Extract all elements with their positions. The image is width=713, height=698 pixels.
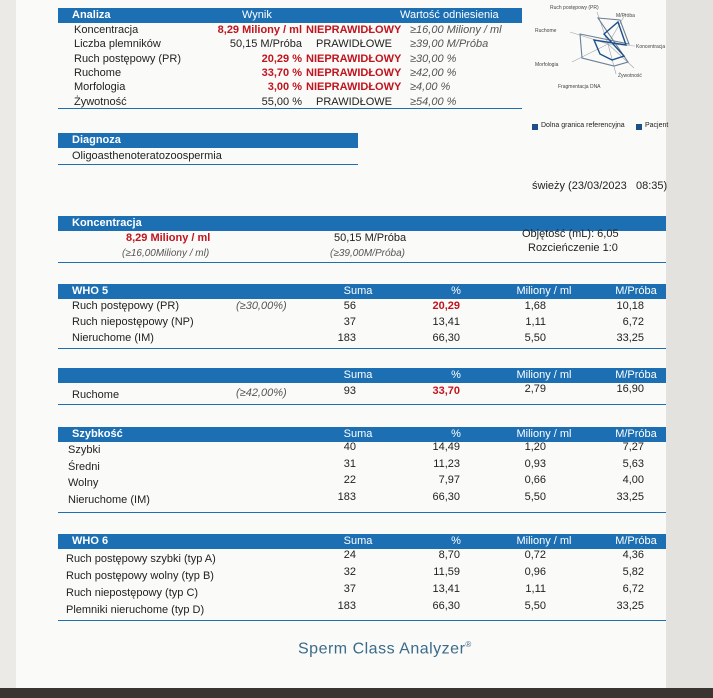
summary-row-reference: ≥30,00 % — [410, 52, 457, 65]
diagnosis-underline — [58, 164, 358, 165]
diagnosis-header — [58, 133, 358, 148]
summary-row-name: Koncentracja — [74, 24, 139, 36]
summary-row-status: PRAWIDŁOWE — [316, 95, 392, 108]
legend-patient-icon — [636, 124, 642, 130]
summary-row-result: 20,29 % — [261, 52, 302, 65]
summary-row-reference: ≥4,00 % — [410, 81, 451, 94]
radar-label-concentration: Koncentracja — [636, 44, 666, 50]
summary-row-name: Żywotność — [74, 95, 127, 108]
who6-header-col-3: M/Próba — [615, 535, 657, 547]
who5-row-name: Ruch niepostępowy (NP) — [72, 316, 194, 328]
brand-name: Sperm Class Analyzer® — [298, 640, 472, 658]
who6-underline — [58, 620, 666, 621]
summary-row-reference: ≥54,00 % — [410, 95, 457, 108]
summary-row-status: NIEPRAWIDŁOWY — [306, 52, 402, 65]
summary-row-status: NIEPRAWIDŁOWY — [306, 66, 402, 79]
who5-row-sum: 56 — [343, 300, 356, 312]
who5-header-col-1: % — [451, 285, 461, 297]
who6-row-mml: 1,11 — [525, 583, 546, 595]
who5-row-mml: 1,68 — [524, 300, 546, 312]
motile-underline — [58, 404, 666, 405]
speed-row-sum: 31 — [343, 457, 356, 470]
summary-row-result: 33,70 % — [261, 66, 302, 79]
who5-header-title: WHO 5 — [72, 285, 109, 297]
radar-label-fragmentation: Fragmentacja DNA — [558, 84, 601, 90]
speed-underline — [58, 512, 666, 513]
summary-row-result: 8,29 Miliony / ml — [217, 24, 302, 36]
sample-time: 08:35) — [636, 180, 668, 192]
concentration-underline — [58, 262, 666, 263]
radar-label-motile: Ruchome — [535, 28, 557, 34]
legend-reference-icon — [532, 124, 538, 130]
who6-row-name: Ruch postępowy szybki (typ A) — [66, 553, 216, 565]
speed-header-col-1: % — [451, 428, 461, 440]
who5-row-mps: 33,25 — [616, 332, 644, 344]
who6-row-name: Plemniki nieruchome (typ D) — [66, 604, 205, 616]
who6-row-sum: 37 — [343, 583, 356, 595]
who6-row-mps: 4,36 — [622, 549, 644, 561]
summary-row-status: NIEPRAWIDŁOWY — [306, 81, 402, 94]
speed-row-name: Szybki — [68, 444, 101, 456]
summary-col-reference: Wartość odniesienia — [400, 9, 499, 21]
motile-row-name: Ruchome — [72, 389, 120, 401]
who6-row-mml: 0,96 — [524, 566, 546, 578]
who6-row-pct: 66,30 — [432, 600, 460, 612]
who5-row-ref: (≥30,00%) — [236, 300, 287, 312]
who5-header-col-2: Miliony / ml — [516, 285, 572, 297]
speed-row-mml: 0,66 — [524, 474, 546, 486]
summary-row-reference: ≥42,00 % — [410, 66, 457, 79]
speed-row-mps: 5,63 — [622, 457, 644, 470]
who6-row-mml: 0,72 — [524, 549, 546, 561]
motile-header-col-3: M/Próba — [615, 369, 657, 381]
motile-row-ref: (≥42,00%) — [236, 387, 287, 399]
who6-row-mml: 5,50 — [524, 600, 546, 612]
summary-row-name: Liczba plemników — [74, 38, 161, 51]
speed-header — [58, 427, 666, 442]
sample-volume: Objętość (mL): 6,05 — [522, 228, 619, 240]
speed-row-mps: 33,25 — [616, 490, 644, 503]
who6-header-col-2: Miliony / ml — [516, 535, 572, 547]
summary-row-name: Morfologia — [74, 81, 126, 94]
who6-row-pct: 8,70 — [438, 549, 460, 561]
who6-row-name: Ruch niepostępowy (typ C) — [66, 587, 199, 599]
who5-row-sum: 183 — [337, 332, 356, 344]
legend-reference-label: Dolna granica referencyjna — [541, 122, 625, 129]
speed-row-mps: 7,27 — [622, 441, 644, 453]
who6-header — [58, 534, 666, 549]
summary-row-reference: ≥16,00 Miliony / ml — [410, 24, 502, 36]
table-edge — [0, 688, 713, 698]
who6-row-mps: 5,82 — [622, 566, 644, 578]
speed-row-name: Nieruchome (IM) — [68, 493, 150, 506]
speed-row-mml: 5,50 — [524, 490, 546, 503]
who5-row-pct: 13,41 — [432, 316, 460, 328]
speed-header-col-2: Miliony / ml — [516, 428, 572, 440]
speed-row-sum: 22 — [343, 474, 356, 486]
who5-row-name: Nieruchome (IM) — [72, 332, 154, 344]
who5-row-pct: 66,30 — [432, 332, 460, 344]
concentration-label: Koncentracja — [72, 217, 142, 229]
speed-header-col-3: M/Próba — [615, 428, 657, 440]
summary-row-reference: ≥39,00 M/Próba — [410, 38, 489, 51]
motile-row-sum: 93 — [343, 385, 356, 397]
sample-status: świeży (23/03/2023 — [532, 180, 627, 192]
who5-row-mps: 6,72 — [622, 316, 644, 328]
who6-header-title: WHO 6 — [72, 535, 109, 547]
who6-row-pct: 11,59 — [433, 566, 460, 578]
who6-header-col-0: Suma — [343, 535, 373, 547]
sample-dilution: Rozcieńczenie 1:0 — [528, 242, 618, 254]
who6-row-sum: 32 — [343, 566, 356, 578]
who6-header-col-1: % — [451, 535, 461, 547]
summary-header — [58, 8, 522, 23]
sperm-count-reference: (≥39,00M/Próba) — [330, 248, 405, 259]
motile-header-col-1: % — [451, 369, 461, 381]
who6-row-name: Ruch postępowy wolny (typ B) — [66, 570, 214, 582]
legend-patient-label: Pacjent — [645, 122, 669, 129]
speed-header-col-0: Suma — [343, 428, 373, 440]
summary-col-result: Wynik — [242, 9, 272, 21]
radar-label-msample: M/Próba — [616, 13, 635, 19]
summary-col-analysis: Analiza — [72, 9, 111, 21]
sperm-count: 50,15 M/Próba — [334, 232, 407, 244]
motile-header-col-0: Suma — [343, 369, 373, 381]
who5-row-mml: 1,11 — [525, 316, 546, 328]
diagnosis-value: Oligoasthenoteratozoospermia — [72, 150, 222, 162]
summary-underline — [58, 108, 522, 109]
speed-row-name: Wolny — [68, 477, 99, 489]
who6-row-mps: 33,25 — [616, 600, 644, 612]
who5-row-pct: 20,29 — [432, 300, 460, 312]
who5-row-name: Ruch postępowy (PR) — [72, 300, 179, 312]
who5-header-col-0: Suma — [343, 285, 373, 297]
radar-label-progressive: Ruch postępowy (PR) — [550, 5, 599, 11]
who5-row-mml: 5,50 — [524, 332, 546, 344]
motile-row-mml: 2,79 — [524, 383, 546, 395]
concentration-reference: (≥16,00Miliony / ml) — [122, 248, 210, 259]
motile-header-col-2: Miliony / ml — [516, 369, 572, 381]
who6-row-sum: 183 — [337, 600, 356, 612]
radar-label-morphology: Morfologia — [535, 62, 559, 68]
summary-row-status: NIEPRAWIDŁOWY — [306, 24, 402, 36]
motile-header — [58, 368, 666, 383]
speed-row-sum: 40 — [343, 441, 356, 453]
motile-row-pct: 33,70 — [432, 385, 460, 397]
speed-row-mml: 1,20 — [524, 441, 546, 453]
summary-row-name: Ruchome — [74, 66, 122, 79]
speed-row-sum: 183 — [337, 490, 356, 503]
concentration-value: 8,29 Miliony / ml — [126, 232, 211, 244]
speed-row-pct: 11,23 — [433, 457, 460, 470]
summary-row-result: 50,15 M/Próba — [229, 38, 302, 51]
who5-underline — [58, 348, 666, 349]
who5-row-sum: 37 — [343, 316, 356, 328]
motile-row-mps: 16,90 — [616, 383, 644, 395]
summary-row-result: 55,00 % — [261, 95, 302, 108]
summary-row-result: 3,00 % — [267, 81, 302, 94]
diagnosis-label: Diagnoza — [72, 134, 121, 146]
summary-row-name: Ruch postępowy (PR) — [74, 52, 181, 65]
speed-row-name: Średni — [68, 460, 100, 473]
radar-label-vitality: Żywotność — [618, 73, 642, 79]
who6-row-pct: 13,41 — [432, 583, 460, 595]
radar-chart — [530, 0, 713, 140]
who6-row-sum: 24 — [343, 549, 356, 561]
speed-row-mps: 4,00 — [622, 474, 644, 486]
who5-header-col-3: M/Próba — [615, 285, 657, 297]
speed-row-pct: 66,30 — [432, 490, 460, 503]
speed-row-mml: 0,93 — [524, 457, 546, 470]
summary-row-status: PRAWIDŁOWE — [316, 38, 392, 51]
who6-row-mps: 6,72 — [622, 583, 644, 595]
speed-header-title: Szybkość — [72, 428, 123, 440]
who5-row-mps: 10,18 — [616, 300, 644, 312]
who5-header — [58, 284, 666, 299]
speed-row-pct: 14,49 — [432, 441, 460, 453]
speed-row-pct: 7,97 — [438, 474, 460, 486]
